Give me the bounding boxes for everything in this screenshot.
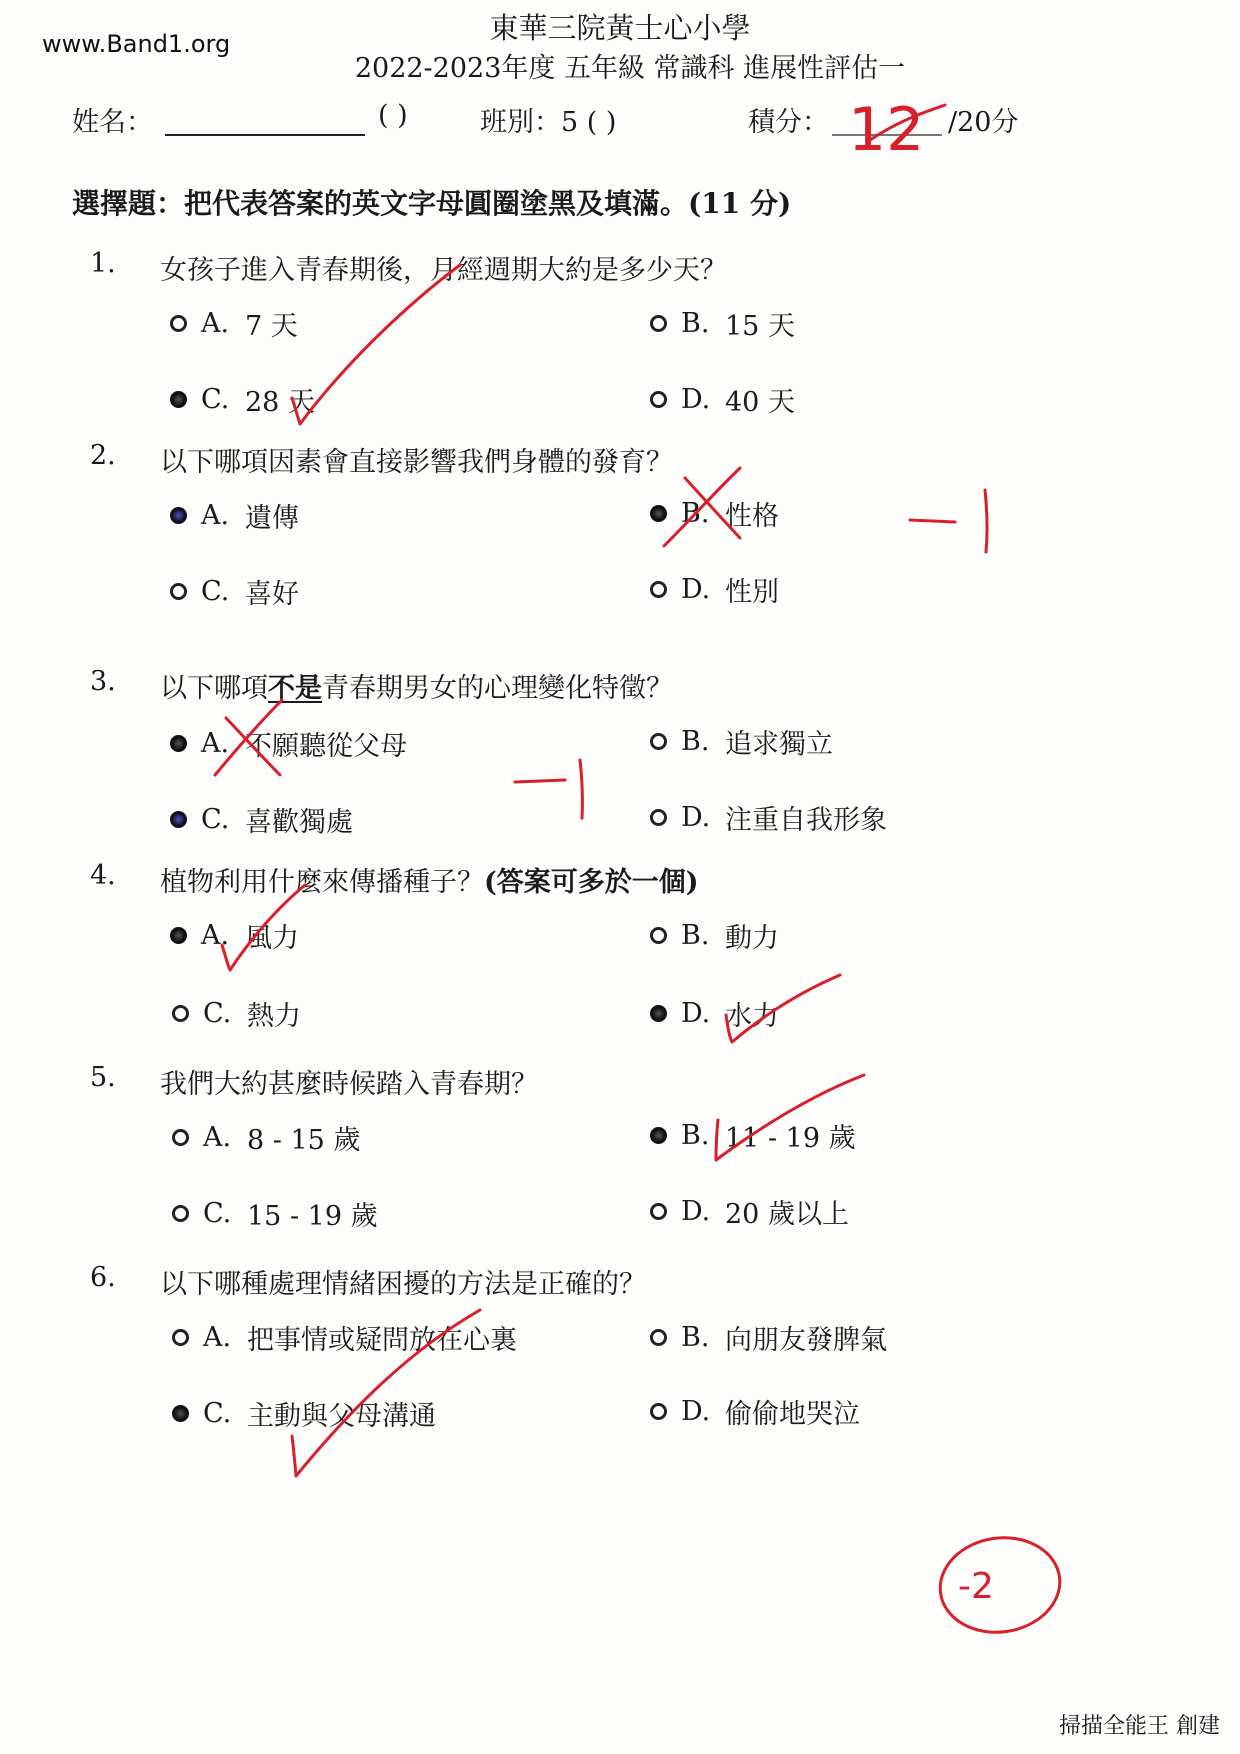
school-name: 東華三院黃士心小學 xyxy=(489,11,751,45)
option-5b[interactable]: B. 11 - 19 歲 xyxy=(650,1116,856,1155)
bubble-filled[interactable] xyxy=(650,1127,667,1144)
deduction-minus-q3 xyxy=(515,780,565,782)
option-3d[interactable]: D. 注重自我形象 xyxy=(650,798,887,837)
option-6a[interactable]: A. 把事情或疑問放在心裏 xyxy=(172,1318,517,1357)
option-2a[interactable]: A. 遺傳 xyxy=(170,496,299,535)
option-1a[interactable]: A. 7 天 xyxy=(170,304,298,343)
name-label: 姓名： xyxy=(72,107,153,138)
bubble-empty[interactable] xyxy=(650,927,667,944)
question-number: 4. xyxy=(90,860,116,891)
question-number: 2. xyxy=(90,440,116,471)
bubble-filled[interactable] xyxy=(170,927,187,944)
name-field xyxy=(165,134,365,136)
option-5d[interactable]: D. 20 歲以上 xyxy=(650,1192,849,1231)
option-2d[interactable]: D. 性別 xyxy=(650,570,779,609)
bubble-empty[interactable] xyxy=(650,1329,667,1346)
bubble-empty[interactable] xyxy=(650,581,667,598)
deduction-q2-label: -1 xyxy=(900,528,901,529)
question-number: 3. xyxy=(90,666,116,697)
deduction-q3-label: -1 xyxy=(510,790,511,791)
question-note: (答案可多於一個) xyxy=(484,867,699,898)
bubble-filled[interactable] xyxy=(170,811,187,828)
option-3b[interactable]: B. 追求獨立 xyxy=(650,722,833,761)
score-label: 積分： xyxy=(748,107,829,138)
question-text: 我們大約甚麼時候踏入青春期？ xyxy=(160,1069,538,1100)
total-deduction-circle xyxy=(934,1530,1066,1640)
bubble-empty[interactable] xyxy=(172,1129,189,1146)
deduction-minus-q2 xyxy=(910,520,955,522)
bubble-empty[interactable] xyxy=(650,391,667,408)
question-number: 5. xyxy=(90,1062,116,1093)
bubble-empty[interactable] xyxy=(650,1403,667,1420)
handwritten-score: 12 xyxy=(848,95,925,165)
emphasis-not: 不是 xyxy=(268,673,322,704)
option-2c[interactable]: C. 喜好 xyxy=(170,572,299,611)
bubble-filled[interactable] xyxy=(650,1005,667,1022)
question-text: 以下哪項因素會直接影響我們身體的發育？ xyxy=(160,447,673,478)
bubble-empty[interactable] xyxy=(170,583,187,600)
option-1d[interactable]: D. 40 天 xyxy=(650,380,795,419)
deduction-one-q2 xyxy=(985,490,987,552)
bubble-filled[interactable] xyxy=(170,391,187,408)
score-field xyxy=(832,134,942,136)
bubble-empty[interactable] xyxy=(172,1329,189,1346)
option-2b[interactable]: B. 性格 xyxy=(650,494,779,533)
bubble-empty[interactable] xyxy=(170,315,187,332)
option-5c[interactable]: C. 15 - 19 歲 xyxy=(172,1194,378,1233)
bubble-empty[interactable] xyxy=(650,315,667,332)
option-6b[interactable]: B. 向朋友發脾氣 xyxy=(650,1318,887,1357)
deduction-one-q3 xyxy=(580,760,582,818)
option-3c[interactable]: C. 喜歡獨處 xyxy=(170,800,353,839)
bubble-filled[interactable] xyxy=(170,507,187,524)
bubble-empty[interactable] xyxy=(650,1203,667,1220)
score-total: /20分 xyxy=(948,107,1019,138)
question-text: 女孩子進入青春期後，月經週期大約是多少天？ xyxy=(160,255,727,286)
option-6d[interactable]: D. 偷偷地哭泣 xyxy=(650,1392,860,1431)
class-label: 班別：5 ( ) xyxy=(480,107,617,138)
question-text: 以下哪項不是青春期男女的心理變化特徵？ xyxy=(160,673,673,704)
question-number: 6. xyxy=(90,1262,116,1293)
question-text: 以下哪種處理情緒困擾的方法是正確的？ xyxy=(160,1269,646,1300)
bubble-filled[interactable] xyxy=(172,1405,189,1422)
watermark: www.Band1.org xyxy=(42,30,231,58)
bubble-empty[interactable] xyxy=(650,809,667,826)
question-number: 1. xyxy=(90,248,116,279)
option-1c[interactable]: C. 28 天 xyxy=(170,380,315,419)
assessment-title: 2022-2023年度 五年級 常識科 進展性評估一 xyxy=(354,53,906,84)
section-instructions: 選擇題：把代表答案的英文字母圓圈塗黑及填滿。(11 分) xyxy=(72,187,792,220)
bubble-empty[interactable] xyxy=(650,733,667,750)
option-6c[interactable]: C. 主動與父母溝通 xyxy=(172,1394,436,1433)
checkmark-q1 xyxy=(292,265,460,424)
option-1b[interactable]: B. 15 天 xyxy=(650,304,795,343)
bubble-filled[interactable] xyxy=(170,735,187,752)
option-4b[interactable]: B. 動力 xyxy=(650,916,779,955)
scanner-footer: 掃描全能王 創建 xyxy=(1059,1714,1220,1739)
class-number-field: ( ) xyxy=(378,100,408,131)
bubble-filled[interactable] xyxy=(650,505,667,522)
bubble-empty[interactable] xyxy=(172,1205,189,1222)
option-5a[interactable]: A. 8 - 15 歲 xyxy=(172,1118,360,1157)
bubble-empty[interactable] xyxy=(172,1005,189,1022)
option-4a[interactable]: A. 風力 xyxy=(170,916,299,955)
option-4c[interactable]: C. 熱力 xyxy=(172,994,301,1033)
option-3a[interactable]: A. 不願聽從父母 xyxy=(170,724,407,763)
total-deduction: -2 xyxy=(958,1566,994,1607)
option-4d[interactable]: D. 水力 xyxy=(650,994,779,1033)
question-text: 植物利用什麼來傳播種子？(答案可多於一個) xyxy=(160,867,699,898)
